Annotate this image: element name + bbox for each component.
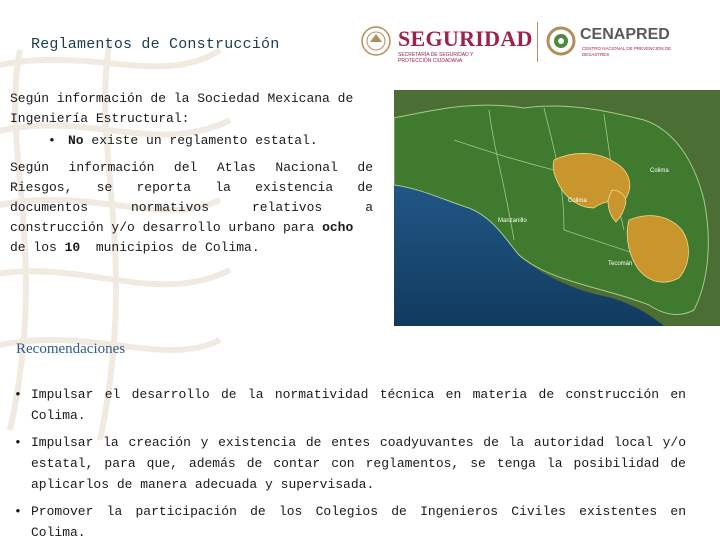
atlas-line-1: Según información del Atlas Nacional de: [10, 160, 373, 175]
intro-line-1: Según información de la Sociedad Mexicana de: [10, 91, 354, 106]
cenapred-logo: [546, 22, 696, 66]
mexico-emblem-icon: [360, 24, 392, 58]
recommendation-item: [12, 432, 686, 495]
intro-paragraph: [10, 89, 385, 129]
recommendation-item: [12, 501, 686, 543]
map-label-colima: Colima: [568, 198, 587, 204]
seguridad-wordmark: SEGURIDAD: [398, 26, 533, 51]
atlas-line-3: documentos normativos relativos a: [10, 200, 373, 215]
atlas-line-5-pre: de los: [10, 240, 65, 255]
recommendation-item: [12, 384, 686, 426]
recommendations-list: [12, 384, 686, 549]
intro-line-2: Ingeniería Estructural:: [10, 111, 190, 126]
atlas-paragraph: [10, 158, 373, 258]
intro-bullet: [48, 131, 378, 151]
bullet-icon: •: [14, 504, 22, 519]
atlas-line-5: [10, 238, 373, 258]
seguridad-logo: [360, 22, 540, 66]
recommendation-text: Promover la participación de los Colegios de Ingenieros Civiles existentes en Colima.: [31, 504, 686, 540]
atlas-line-2: Riesgos, se reporta la existencia de: [10, 180, 373, 195]
bullet-icon: •: [14, 387, 22, 402]
atlas-line-4: [10, 218, 373, 238]
colima-satellite-map: [394, 90, 720, 326]
cenapred-wordmark: CENAPRED: [580, 26, 670, 43]
intro-bullet-bold: No: [68, 133, 84, 148]
seguridad-subtitle: SECRETARÍA DE SEGURIDAD Y PROTECCIÓN CIUDADANA: [398, 52, 474, 64]
atlas-line-4-text: construcción y/o desarrollo urbano para: [10, 220, 323, 235]
map-label-tecoman: Tecomán: [608, 261, 633, 267]
map-label-colima-north: Colima: [650, 168, 669, 174]
map-label-manzanillo: Manzanillo: [498, 218, 527, 224]
atlas-count-10: 10: [64, 240, 81, 255]
cenapred-emblem-icon: [546, 26, 576, 56]
recommendation-text: Impulsar la creación y existencia de entes coadyuvantes de la autoridad local y/o estatal, para que, además de contar con reglamentos, se tenga la posibilidad de aplicarlos de manera adecuada y supervisada.: [31, 435, 686, 492]
slide-title: Reglamentos de Construcción: [31, 36, 280, 53]
cenapred-subtitle: CENTRO NACIONAL DE PREVENCIÓN DE DESASTRES: [582, 46, 672, 57]
intro-bullet-text: existe un reglamento estatal.: [83, 133, 318, 148]
header-divider: [537, 22, 538, 62]
atlas-line-5-post: municipios de Colima.: [80, 240, 260, 255]
recommendation-text: Impulsar el desarrollo de la normatividad técnica en materia de construcción en Colima.: [31, 387, 686, 423]
atlas-count-ocho: ocho: [322, 220, 354, 235]
bullet-icon: •: [14, 435, 22, 450]
recommendations-heading: Recomendaciones: [16, 341, 126, 357]
bullet-icon: •: [48, 133, 56, 148]
